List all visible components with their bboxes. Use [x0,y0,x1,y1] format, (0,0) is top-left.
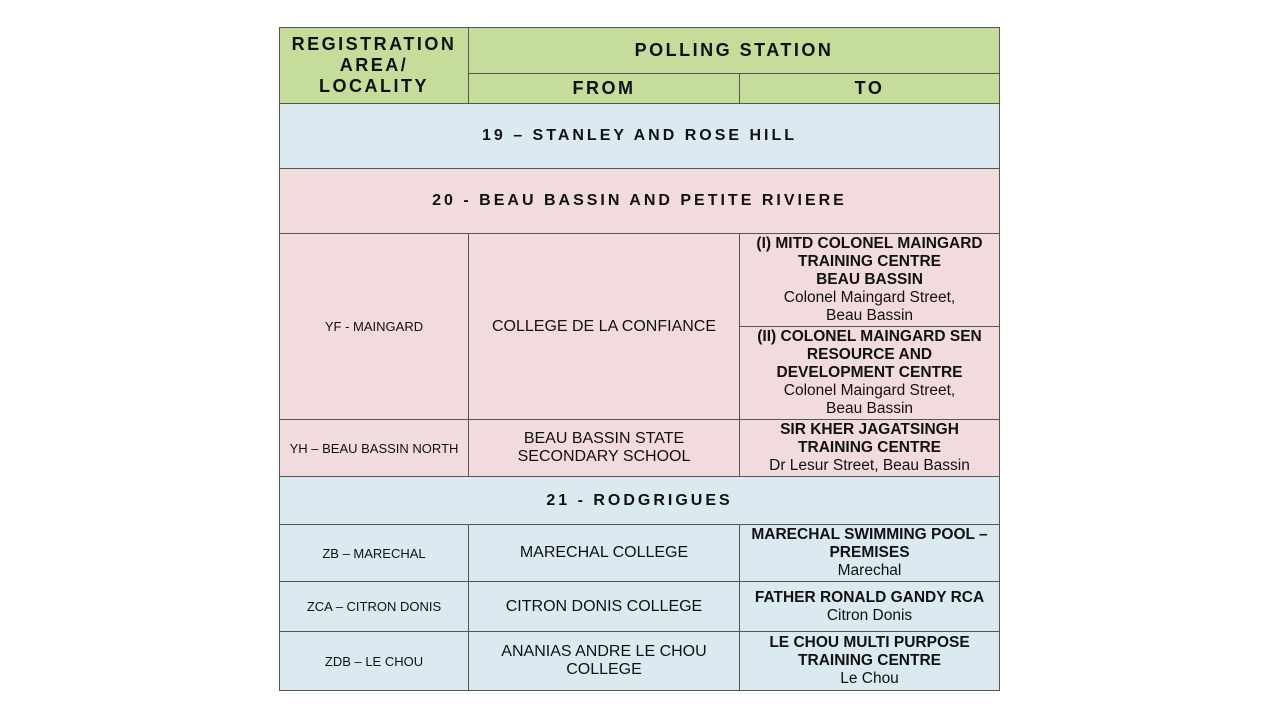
from-yh [469,420,740,477]
to-zdb [740,632,1000,691]
header-from: FROM [469,74,740,104]
from-line: COLLEGE [566,661,642,678]
to-name-line: TRAINING CENTRE [798,652,941,669]
to-address-line: Citron Donis [826,606,913,624]
from-yf: COLLEGE DE LA CONFIANCE [469,234,740,420]
to-name-line: PREMISES [829,544,910,561]
from-line: ANANIAS ANDRE LE CHOU [501,643,707,660]
to-address-line: Colonel Maingard Street, [783,382,956,399]
section-20: 20 - BEAU BASSIN AND PETITE RIVIERE [280,169,1000,234]
to-address-line: Beau Bassin [825,400,914,417]
area-yh: YH – BEAU BASSIN NORTH [280,420,469,477]
to-yf-station-1 [740,234,1000,327]
to-yf-station-2 [740,327,1000,420]
area-yf: YF - MAINGARD [280,234,469,420]
header-polling-station: POLLING STATION [469,28,1000,74]
area-zb: ZB – MARECHAL [280,525,469,582]
header-to: TO [740,74,1000,104]
to-name-line: (II) COLONEL MAINGARD SEN [757,328,982,345]
from-zdb [469,632,740,691]
from-zca: CITRON DONIS COLLEGE [469,582,740,632]
header-area-line-1: REGISTRATION [291,34,457,54]
from-line: SECONDARY SCHOOL [517,448,691,465]
to-zca [740,582,1000,632]
to-address-line: Beau Bassin [825,307,914,324]
header-registration-area [280,28,469,104]
header-area-line-2: AREA/ [339,55,409,75]
from-line: BEAU BASSIN STATE [523,430,685,447]
to-name-line: MARECHAL SWIMMING POOL – [751,526,988,543]
area-zca: ZCA – CITRON DONIS [280,582,469,632]
to-yh [740,420,1000,477]
to-address-line: Le Chou [840,670,899,687]
to-name-line: TRAINING CENTRE [798,439,941,456]
header-area-line-3: LOCALITY [319,76,429,96]
to-name-line: TRAINING CENTRE [798,253,941,270]
section-19: 19 – STANLEY AND ROSE HILL [280,104,1000,169]
to-name-line: (I) MITD COLONEL MAINGARD [756,235,983,252]
to-address-line: Marechal [837,562,902,579]
to-zb [740,525,1000,582]
to-name-line: FATHER RONALD GANDY RCA [754,588,985,606]
from-zb: MARECHAL COLLEGE [469,525,740,582]
to-name-line: BEAU BASSIN [816,271,923,288]
to-address-line: Dr Lesur Street, Beau Bassin [769,457,970,474]
to-name-line: RESOURCE AND [806,346,933,363]
polling-station-table [279,27,1000,691]
to-name-line: SIR KHER JAGATSINGH [780,421,959,438]
to-name-line: LE CHOU MULTI PURPOSE [769,634,970,651]
area-zdb: ZDB – LE CHOU [280,632,469,691]
section-21: 21 - RODGRIGUES [280,477,1000,525]
to-address-line: Colonel Maingard Street, [783,289,956,306]
to-name-line: DEVELOPMENT CENTRE [776,364,963,381]
